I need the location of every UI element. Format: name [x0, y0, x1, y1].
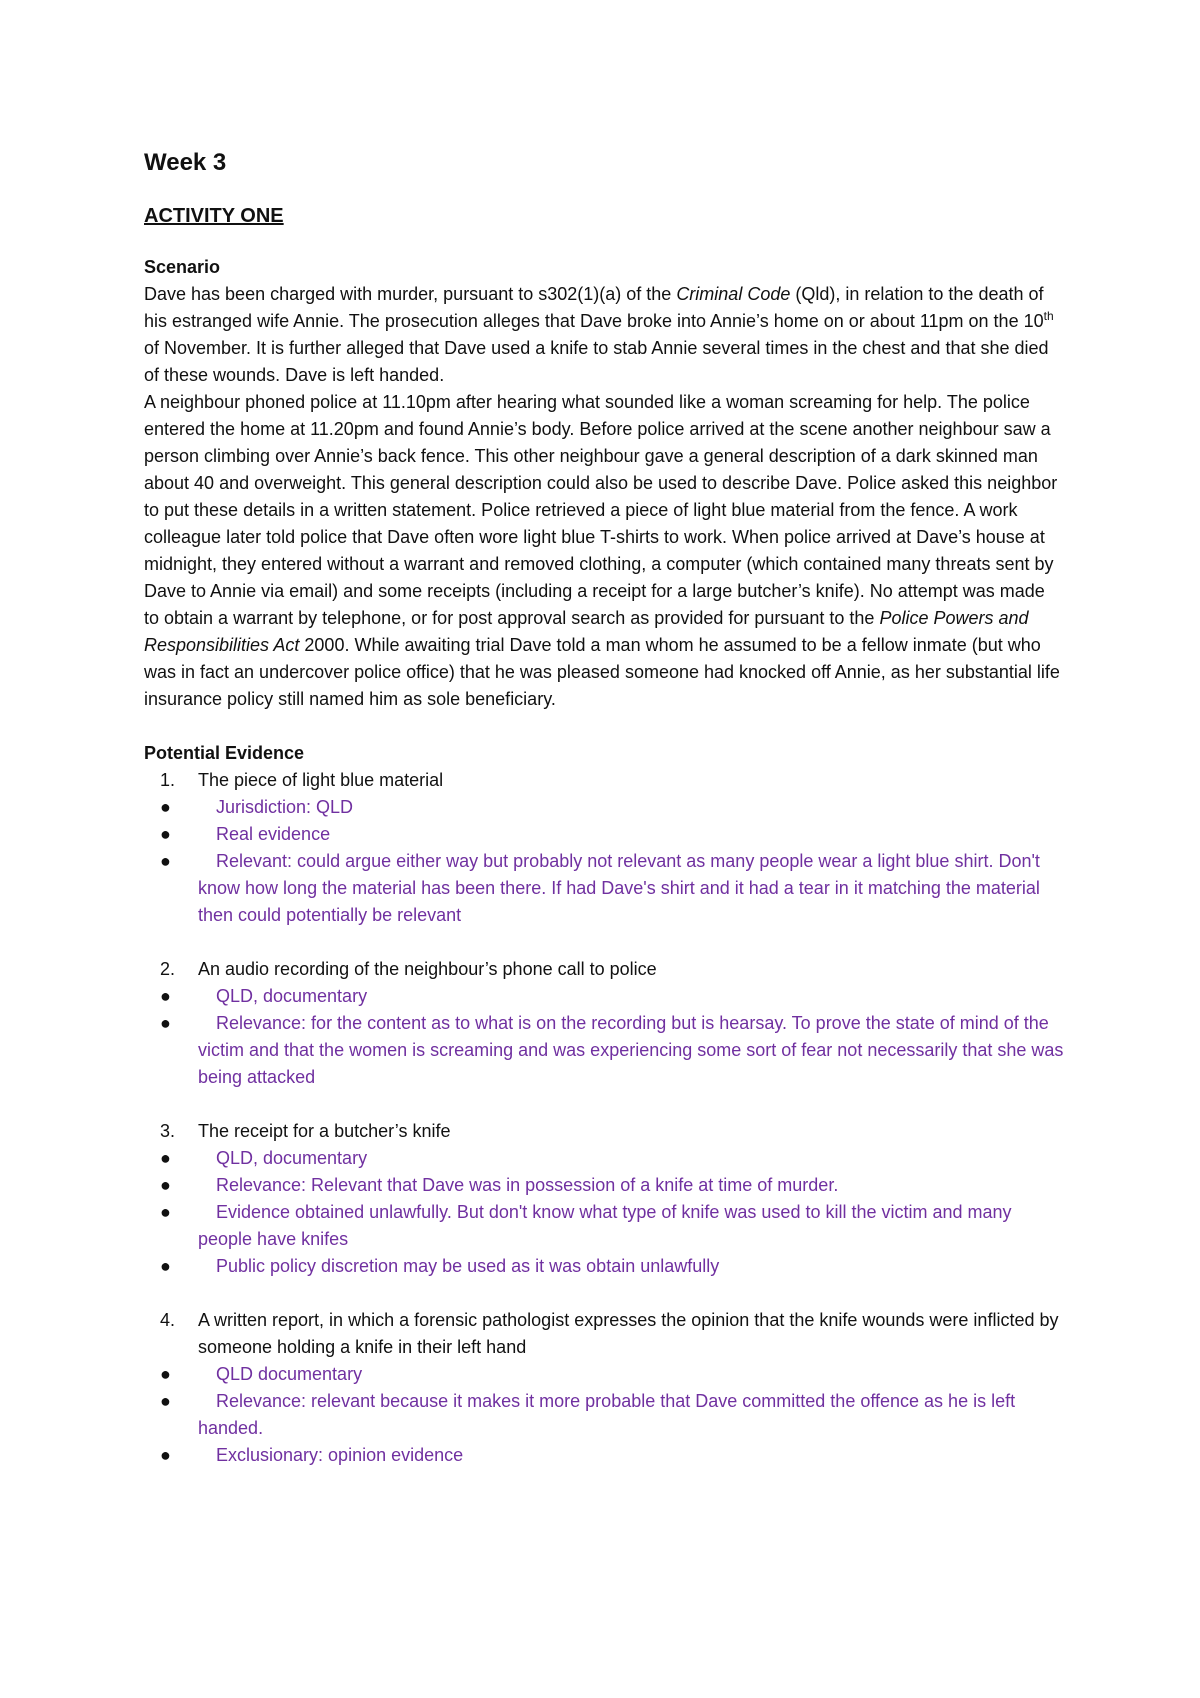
evidence-note-text: Exclusionary: opinion evidence [216, 1445, 464, 1465]
bullet-dot-icon: ● [160, 986, 171, 1006]
evidence-notes [144, 794, 1064, 929]
evidence-title-text: The piece of light blue material [198, 770, 444, 790]
bullet-dot-icon: ● [160, 797, 171, 817]
bullet-dot-icon: ● [160, 1202, 171, 1222]
ordinal-suffix: th [1043, 309, 1054, 323]
spacer [144, 713, 1064, 740]
page-title: Week 3 [144, 149, 227, 176]
evidence-number: 3. [160, 1121, 176, 1141]
scenario-paragraph-1 [144, 281, 1064, 389]
evidence-title [144, 1307, 1064, 1361]
evidence-note [144, 1172, 1064, 1199]
evidence-note-text: Public policy discretion may be used as it was obtain unlawfully [216, 1256, 720, 1276]
act-title: Police Powers and Responsibilities Act [144, 608, 1029, 655]
evidence-note [144, 1010, 1064, 1091]
bullet-dot-icon: ● [160, 824, 171, 844]
evidence-note [144, 1199, 1064, 1253]
evidence-note-text: Relevance: Relevant that Dave was in possession of a knife at time of murder. [216, 1175, 839, 1195]
evidence-note-text: Relevance: for the content as to what is on the recording but is hearsay. To prove the state of mind of the victim and that the women is screaming and was experiencing some sort of fear not necessarily that she was being attacked [198, 1013, 1064, 1087]
evidence-notes [144, 1145, 1064, 1280]
evidence-title [144, 767, 1064, 794]
bullet-dot-icon: ● [160, 851, 171, 871]
evidence-notes [144, 983, 1064, 1091]
evidence-note [144, 821, 1064, 848]
evidence-note [144, 1145, 1064, 1172]
scenario-text: 2000. While awaiting trial Dave told a man whom he assumed to be a fellow inmate (but who was in fact an undercover police office) that he was pleased someone had knocked off Annie, as her substantial life insurance policy still named him as sole beneficiary. [144, 635, 1060, 709]
evidence-note-text: Evidence obtained unlawfully. But don't know what type of knife was used to kill the victim and many people have knifes [198, 1202, 1012, 1249]
evidence-title-text: The receipt for a butcher’s knife [198, 1121, 451, 1141]
evidence-note-text: Relevant: could argue either way but probably not relevant as many people wear a light blue shirt. Don't know how long the material has been there. If had Dave's shirt and it had a tear in it matching the material then could potentially be relevant [198, 851, 1040, 925]
evidence-note [144, 1388, 1064, 1442]
activity-heading: ACTIVITY ONE [144, 205, 284, 227]
evidence-note [144, 1361, 1064, 1388]
evidence-item [144, 767, 1064, 929]
evidence-title [144, 1118, 1064, 1145]
scenario-label: Scenario [144, 257, 221, 277]
evidence-note-text: QLD documentary [216, 1364, 363, 1384]
evidence-item [144, 956, 1064, 1091]
bullet-dot-icon: ● [160, 1364, 171, 1384]
evidence-note-text: QLD, documentary [216, 1148, 368, 1168]
bullet-dot-icon: ● [160, 1445, 171, 1465]
evidence-notes [144, 1361, 1064, 1469]
evidence-number: 2. [160, 959, 176, 979]
scenario-text: (Qld), in relation to the death of his estranged wife Annie. The prosecution alleges that Dave broke into Annie’s home on or about 11pm on the 10 [144, 284, 1044, 331]
bullet-dot-icon: ● [160, 1013, 171, 1033]
bullet-dot-icon: ● [160, 1175, 171, 1195]
evidence-note-text: QLD, documentary [216, 986, 368, 1006]
evidence-note-text: Jurisdiction: QLD [216, 797, 354, 817]
evidence-item [144, 1118, 1064, 1280]
evidence-list [144, 767, 1064, 1469]
evidence-number: 4. [160, 1310, 176, 1330]
evidence-title-text: A written report, in which a forensic pathologist expresses the opinion that the knife wounds were inflicted by someone holding a knife in their left hand [198, 1310, 1059, 1357]
bullet-dot-icon: ● [160, 1148, 171, 1168]
evidence-note [144, 1442, 1064, 1469]
scenario-paragraph-2 [144, 389, 1064, 713]
scenario-text: of November. It is further alleged that Dave used a knife to stab Annie several times in the chest and that she died of these wounds. Dave is left handed. [144, 338, 1049, 385]
evidence-note-text: Relevance: relevant because it makes it more probable that Dave committed the offence as he is left handed. [198, 1391, 1016, 1438]
evidence-note-text: Real evidence [216, 824, 331, 844]
document-body [144, 144, 1064, 1496]
evidence-note [144, 794, 1064, 821]
scenario-text: Dave has been charged with murder, pursuant to s302(1)(a) of the [144, 284, 677, 304]
bullet-dot-icon: ● [160, 1256, 171, 1276]
evidence-title-text: An audio recording of the neighbour’s phone call to police [198, 959, 657, 979]
bullet-dot-icon: ● [160, 1391, 171, 1411]
evidence-item [144, 1307, 1064, 1469]
scenario-section [144, 254, 1064, 713]
evidence-note [144, 1253, 1064, 1280]
criminal-code-title: Criminal Code [676, 284, 791, 304]
evidence-note [144, 848, 1064, 929]
evidence-number: 1. [160, 770, 176, 790]
evidence-note [144, 983, 1064, 1010]
evidence-title [144, 956, 1064, 983]
evidence-label: Potential Evidence [144, 743, 305, 763]
scenario-text: A neighbour phoned police at 11.10pm after hearing what sounded like a woman screaming for help. The police entered the home at 11.20pm and found Annie’s body. Before police arrived at the scene another neighbour saw a person climbing over Annie’s back fence. This other neighbour gave a general description of a dark skinned man about 40 and overweight. This general description could also be used to describe Dave. Police asked this neighbor to put these details in a written statement. Police retrieved a piece of light blue material from the fence. A work colleague later told police that Dave often wore light blue T-shirts to work. When police arrived at Dave’s house at midnight, they entered without a warrant and removed clothing, a computer (which contained many threats sent by Dave to Annie via email) and some receipts (including a receipt for a large butcher’s knife). No attempt was made to obtain a warrant by telephone, or for post approval search as provided for pursuant to the [144, 392, 1058, 628]
